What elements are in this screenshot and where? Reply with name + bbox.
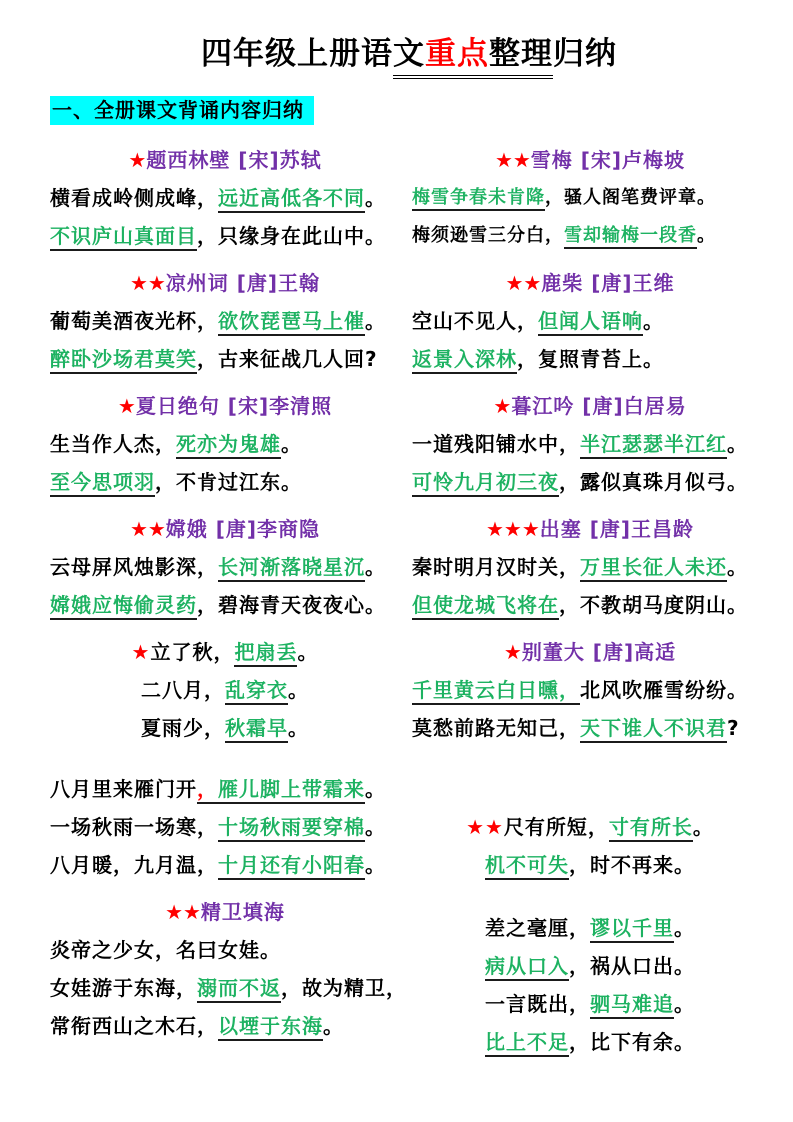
text-segment: 八月暖，九月温， <box>50 853 218 877</box>
text-segment: 立了秋， <box>150 640 235 664</box>
poem-line <box>50 548 400 586</box>
poem-title <box>412 510 768 548</box>
poem-line <box>50 1007 400 1045</box>
text-segment: 。 <box>365 853 386 877</box>
text-segment: 归纳 <box>553 36 617 72</box>
text-segment: 女娃游于东海， <box>50 976 197 1000</box>
text-segment: ，祸从口出。 <box>569 954 695 978</box>
text-segment: 天下谁人不识君 <box>580 716 727 743</box>
star-icon: ★ <box>128 148 147 172</box>
poem-block <box>50 141 400 255</box>
poem-line <box>412 808 768 846</box>
text-segment: 可怜九月初三夜 <box>412 470 559 497</box>
text-segment: 半江瑟瑟半江红 <box>580 432 727 459</box>
text-segment: 。 <box>288 716 309 740</box>
poem-line <box>412 179 768 217</box>
poem-line <box>412 548 768 586</box>
text-segment: 一场秋雨一场寒， <box>50 815 218 839</box>
text-segment: 雁儿脚上带霜来 <box>218 777 365 804</box>
text-segment: 四年级上册语 <box>201 36 393 72</box>
poem-title-text: 嫦娥 [唐]李商隐 <box>165 517 321 541</box>
poem-title-text: 题西林壁 [宋]苏轼 <box>146 148 322 172</box>
poem-line <box>412 985 768 1023</box>
text-segment: 十场秋雨要穿棉 <box>218 815 365 842</box>
poem-line <box>412 425 768 463</box>
poem-block <box>50 633 400 747</box>
text-segment: 二八月， <box>141 678 225 702</box>
poem-block <box>412 808 768 884</box>
poem-line <box>50 302 400 340</box>
text-segment: 。 <box>297 640 319 664</box>
poem-title-text: 凉州词 [唐]王翰 <box>165 271 321 295</box>
poem-line <box>50 425 400 463</box>
poem-line <box>50 217 400 255</box>
text-segment: 谬以千里 <box>590 916 674 943</box>
text-segment: 生当作人杰， <box>50 432 176 456</box>
text-segment: 寸有所长 <box>609 815 693 842</box>
star-icon: ★★★ <box>485 517 540 541</box>
text-segment: 返景入深林 <box>412 347 517 374</box>
poem-title <box>412 633 768 671</box>
star-icon: ★★ <box>466 815 504 839</box>
text-segment: 死亦为鬼雄 <box>176 432 281 459</box>
left-column <box>50 141 407 1070</box>
text-segment: 云母屏风烛影深， <box>50 555 218 579</box>
poem-line <box>412 217 768 255</box>
poem-block <box>50 770 400 884</box>
star-icon: ★★ <box>129 517 166 541</box>
poem-line <box>50 846 400 884</box>
star-icon: ★★ <box>505 271 542 295</box>
poem-block <box>50 510 400 624</box>
text-segment: ，不教胡马度阴山。 <box>559 593 748 617</box>
text-segment: ，古来征战几人回? <box>197 347 378 371</box>
poem-line <box>50 633 400 671</box>
poem-title-text: 夏日绝句 [宋]李清照 <box>135 394 333 418</box>
text-segment: 十月还有小阳春 <box>218 853 365 880</box>
text-segment: 机不可失 <box>485 853 569 880</box>
text-segment: 远近高低各不同 <box>218 186 365 213</box>
text-segment: 比上不足 <box>485 1030 569 1057</box>
poem-title-text: 雪梅 [宋]卢梅坡 <box>530 148 686 172</box>
text-segment: 梅须逊雪三分白， <box>412 225 564 246</box>
poem-line <box>412 709 768 747</box>
poem-line <box>412 947 768 985</box>
text-segment: 。 <box>323 1014 344 1038</box>
poem-block <box>412 141 768 255</box>
poem-line <box>50 671 400 709</box>
poem-block <box>50 387 400 501</box>
text-segment: 常衔西山之木石， <box>50 1014 218 1038</box>
poem-block <box>412 633 768 747</box>
text-segment: 不识庐山真面目 <box>50 224 197 251</box>
text-segment: 乱穿衣 <box>225 678 288 705</box>
text-segment: 欲饮琵琶马上催 <box>218 309 365 336</box>
star-icon: ★ <box>503 640 522 664</box>
poem-title <box>412 264 768 302</box>
poem-block <box>50 264 400 378</box>
poem-title <box>412 141 768 179</box>
text-segment: 驷马难追 <box>590 992 674 1019</box>
text-segment: 至今思项羽 <box>50 470 155 497</box>
text-segment: 。 <box>674 992 695 1016</box>
text-segment: 夏雨少， <box>141 716 225 740</box>
right-column <box>412 141 768 1070</box>
text-segment: 莫愁前路无知己， <box>412 716 580 740</box>
text-segment: 但使龙城飞将在 <box>412 593 559 620</box>
poem-title <box>50 387 400 425</box>
text-segment: 。 <box>674 916 695 940</box>
poem-line <box>50 931 400 969</box>
text-segment: 一言既出， <box>485 992 590 1016</box>
star-icon: ★★ <box>494 148 531 172</box>
text-segment: 嫦娥应悔偷灵药 <box>50 593 197 620</box>
text-segment: 空山不见人， <box>412 309 538 333</box>
text-segment: ? <box>727 716 740 740</box>
text-segment: ，时不再来。 <box>569 853 695 877</box>
content-columns <box>50 141 768 1070</box>
text-segment: 。 <box>288 678 309 702</box>
text-segment: ，碧海青天夜夜心。 <box>197 593 386 617</box>
text-segment: 炎帝之少女，名曰女娃。 <box>50 938 281 962</box>
text-segment: ，复照青苔上。 <box>517 347 664 371</box>
page-title <box>50 30 768 78</box>
text-segment: 长河渐落晓星沉 <box>218 555 365 582</box>
star-icon: ★★ <box>165 900 201 924</box>
text-segment: 。 <box>281 432 302 456</box>
section-header-row <box>50 96 768 125</box>
poem-line <box>50 586 400 624</box>
text-segment: 千里黄云白日曛， <box>412 678 580 705</box>
poem-title-text: 暮江吟 [唐]白居易 <box>511 394 687 418</box>
text-segment: 。 <box>643 309 664 333</box>
poem-block <box>412 510 768 624</box>
poem-line <box>412 1023 768 1061</box>
text-segment: 。 <box>692 815 714 839</box>
text-segment: 。 <box>365 777 386 801</box>
text-segment: ，只缘身在此山中。 <box>197 224 386 248</box>
star-icon: ★ <box>493 394 512 418</box>
text-segment: 但闻人语响 <box>538 309 643 336</box>
poem-line <box>412 586 768 624</box>
text-segment: 重点 <box>425 36 489 79</box>
text-segment: ，比下有余。 <box>569 1030 695 1054</box>
text-segment: 。 <box>365 555 386 579</box>
text-segment: 。 <box>365 309 386 333</box>
text-segment: 。 <box>365 186 386 210</box>
text-segment: ，故为精卫， <box>281 976 407 1000</box>
text-segment: 把扇丢 <box>234 640 297 667</box>
text-segment: ，不肯过江东。 <box>155 470 302 494</box>
text-segment: 雪却输梅一段香 <box>564 225 697 249</box>
poem-title <box>50 264 400 302</box>
poem-title-text: 出塞 [唐]王昌龄 <box>539 517 695 541</box>
poem-line <box>50 463 400 501</box>
text-segment: 北风吹雁雪纷纷。 <box>580 678 748 702</box>
poem-block <box>50 893 407 1045</box>
poem-line <box>50 770 400 808</box>
text-segment: 。 <box>697 225 716 246</box>
poem-title <box>50 893 400 931</box>
star-icon: ★★ <box>129 271 166 295</box>
text-segment: 秋霜早 <box>225 716 288 743</box>
text-segment: 。 <box>365 815 386 839</box>
text-segment: 整理 <box>489 36 553 79</box>
text-segment: 溺而不返 <box>197 976 281 1003</box>
section-header: 一、全册课文背诵内容归纳 <box>50 96 314 125</box>
text-segment: 葡萄美酒夜光杯， <box>50 309 218 333</box>
text-segment: 以堙于东海 <box>218 1014 323 1041</box>
star-icon: ★ <box>131 640 151 664</box>
poem-line <box>50 709 400 747</box>
poem-line <box>50 969 407 1007</box>
text-segment: 秦时明月汉时关， <box>412 555 580 579</box>
text-segment: 文 <box>393 36 425 79</box>
poem-line <box>412 671 768 709</box>
poem-line <box>50 340 400 378</box>
text-segment: 。 <box>727 432 748 456</box>
poem-title-text: 鹿柴 [唐]王维 <box>541 271 675 295</box>
text-segment: 梅雪争春未肯降 <box>412 187 545 211</box>
text-segment: 。 <box>727 555 748 579</box>
text-segment: 一道残阳铺水中， <box>412 432 580 456</box>
poem-block <box>412 909 768 1061</box>
text-segment: ，露似真珠月似弓。 <box>559 470 748 494</box>
poem-line <box>412 909 768 947</box>
poem-line <box>412 340 768 378</box>
poem-title <box>50 141 400 179</box>
text-segment: 病从口入 <box>485 954 569 981</box>
poem-block <box>412 264 768 378</box>
text-segment: 八月里来雁门开 <box>50 777 197 801</box>
text-segment: 万里长征人未还 <box>580 555 727 582</box>
poem-title-text: 精卫填海 <box>200 900 285 924</box>
star-icon: ★ <box>117 394 136 418</box>
poem-title <box>50 510 400 548</box>
text-segment: 醉卧沙场君莫笑 <box>50 347 197 374</box>
poem-line <box>50 808 400 846</box>
poem-line <box>50 179 400 217</box>
poem-title-text: 别董大 [唐]高适 <box>521 640 677 664</box>
text-segment: 横看成岭侧成峰， <box>50 186 218 210</box>
poem-line <box>412 463 768 501</box>
text-segment: ， <box>197 777 218 804</box>
text-segment: 尺有所短， <box>503 815 609 839</box>
text-segment: ，骚人阁笔费评章。 <box>545 187 716 208</box>
poem-line <box>412 302 768 340</box>
text-segment: 差之毫厘， <box>485 916 590 940</box>
poem-title <box>412 387 768 425</box>
poem-block <box>412 387 768 501</box>
poem-line <box>412 846 768 884</box>
